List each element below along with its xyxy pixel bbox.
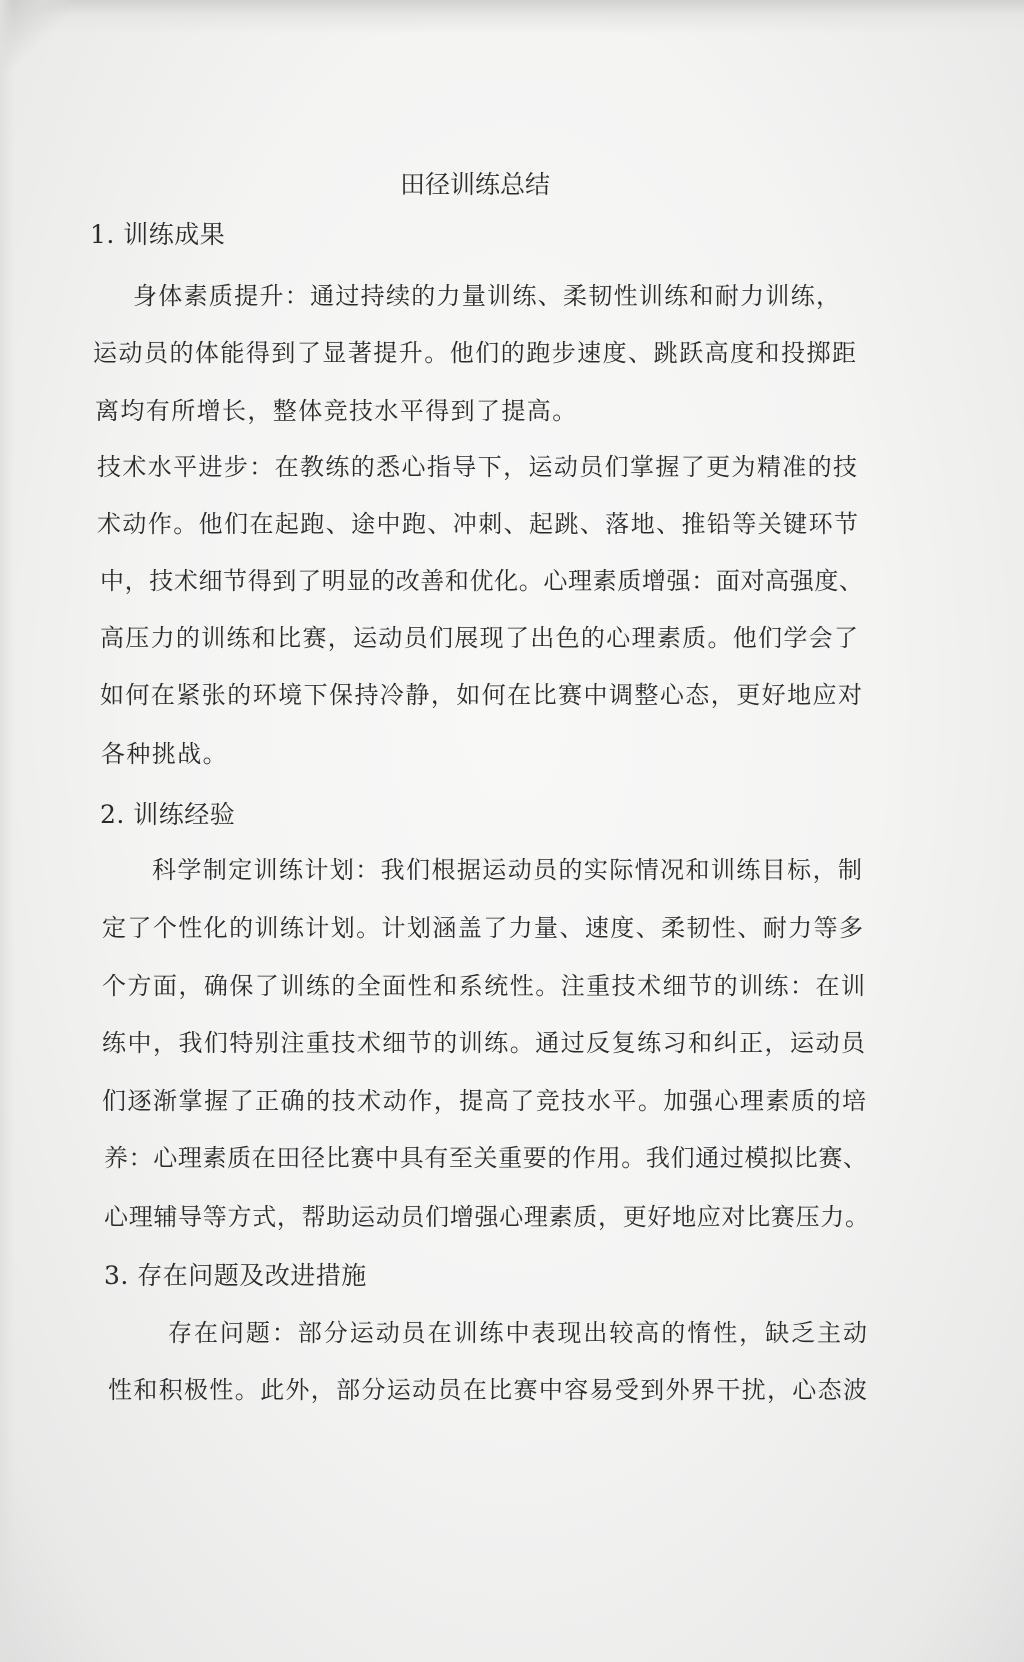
paragraph-line: 各种挑战。 [101, 740, 228, 768]
section-heading: 3. 存在问题及改进措施 [104, 1261, 367, 1290]
paper-edge-top [0, 0, 1024, 34]
paragraph-line: 技术水平进步：在教练的悉心指导下，运动员们掌握了更为精准的技 [97, 453, 857, 481]
paragraph-line: 心理辅导等方式，帮助运动员们增强心理素质，更好地应对比赛压力。 [104, 1203, 869, 1231]
paragraph-line: 定了个性化的训练计划。计划涵盖了力量、速度、柔韧性、耐力等多 [102, 914, 863, 942]
paragraph-line: 运动员的体能得到了显著提升。他们的跑步速度、跳跃高度和投掷距 [93, 339, 856, 367]
paragraph-line: 存在问题：部分运动员在训练中表现出较高的惰性，缺乏主动 [168, 1319, 867, 1347]
paragraph-line: 中，技术细节得到了明显的改善和优化。心理素质增强：面对高强度、 [100, 567, 863, 595]
paper-edge-left [0, 0, 14, 1662]
section-heading: 2. 训练经验 [100, 800, 236, 829]
section-heading: 1. 训练成果 [90, 220, 226, 249]
paragraph-line: 高压力的训练和比赛，运动员们展现了出色的心理素质。他们学会了 [100, 624, 858, 652]
paragraph-line: 练中，我们特别注重技术细节的训练。通过反复练习和纠正，运动员 [102, 1029, 865, 1057]
paragraph-line: 术动作。他们在起跑、途中跑、冲刺、起跳、落地、推铅等关键环节 [97, 510, 858, 538]
document-title: 田径训练总结 [399, 170, 550, 199]
paragraph-line: 性和积极性。此外，部分运动员在比赛中容易受到外界干扰，心态波 [108, 1376, 867, 1404]
paragraph-line: 如何在紧张的环境下保持冷静，如何在比赛中调整心态，更好地应对 [100, 681, 862, 709]
paragraph-line: 身体素质提升：通过持续的力量训练、柔韧性训练和耐力训练， [133, 282, 840, 310]
paragraph-line: 科学制定训练计划：我们根据运动员的实际情况和训练目标，制 [152, 856, 862, 884]
paragraph-line: 养：心理素质在田径比赛中具有至关重要的作用。我们通过模拟比赛、 [104, 1144, 867, 1172]
paragraph-line: 们逐渐掌握了正确的技术动作，提高了竞技水平。加强心理素质的培 [102, 1087, 866, 1115]
paragraph-line: 离均有所增长，整体竞技水平得到了提高。 [95, 397, 578, 425]
paragraph-line: 个方面，确保了训练的全面性和系统性。注重技术细节的训练：在训 [102, 972, 865, 1000]
